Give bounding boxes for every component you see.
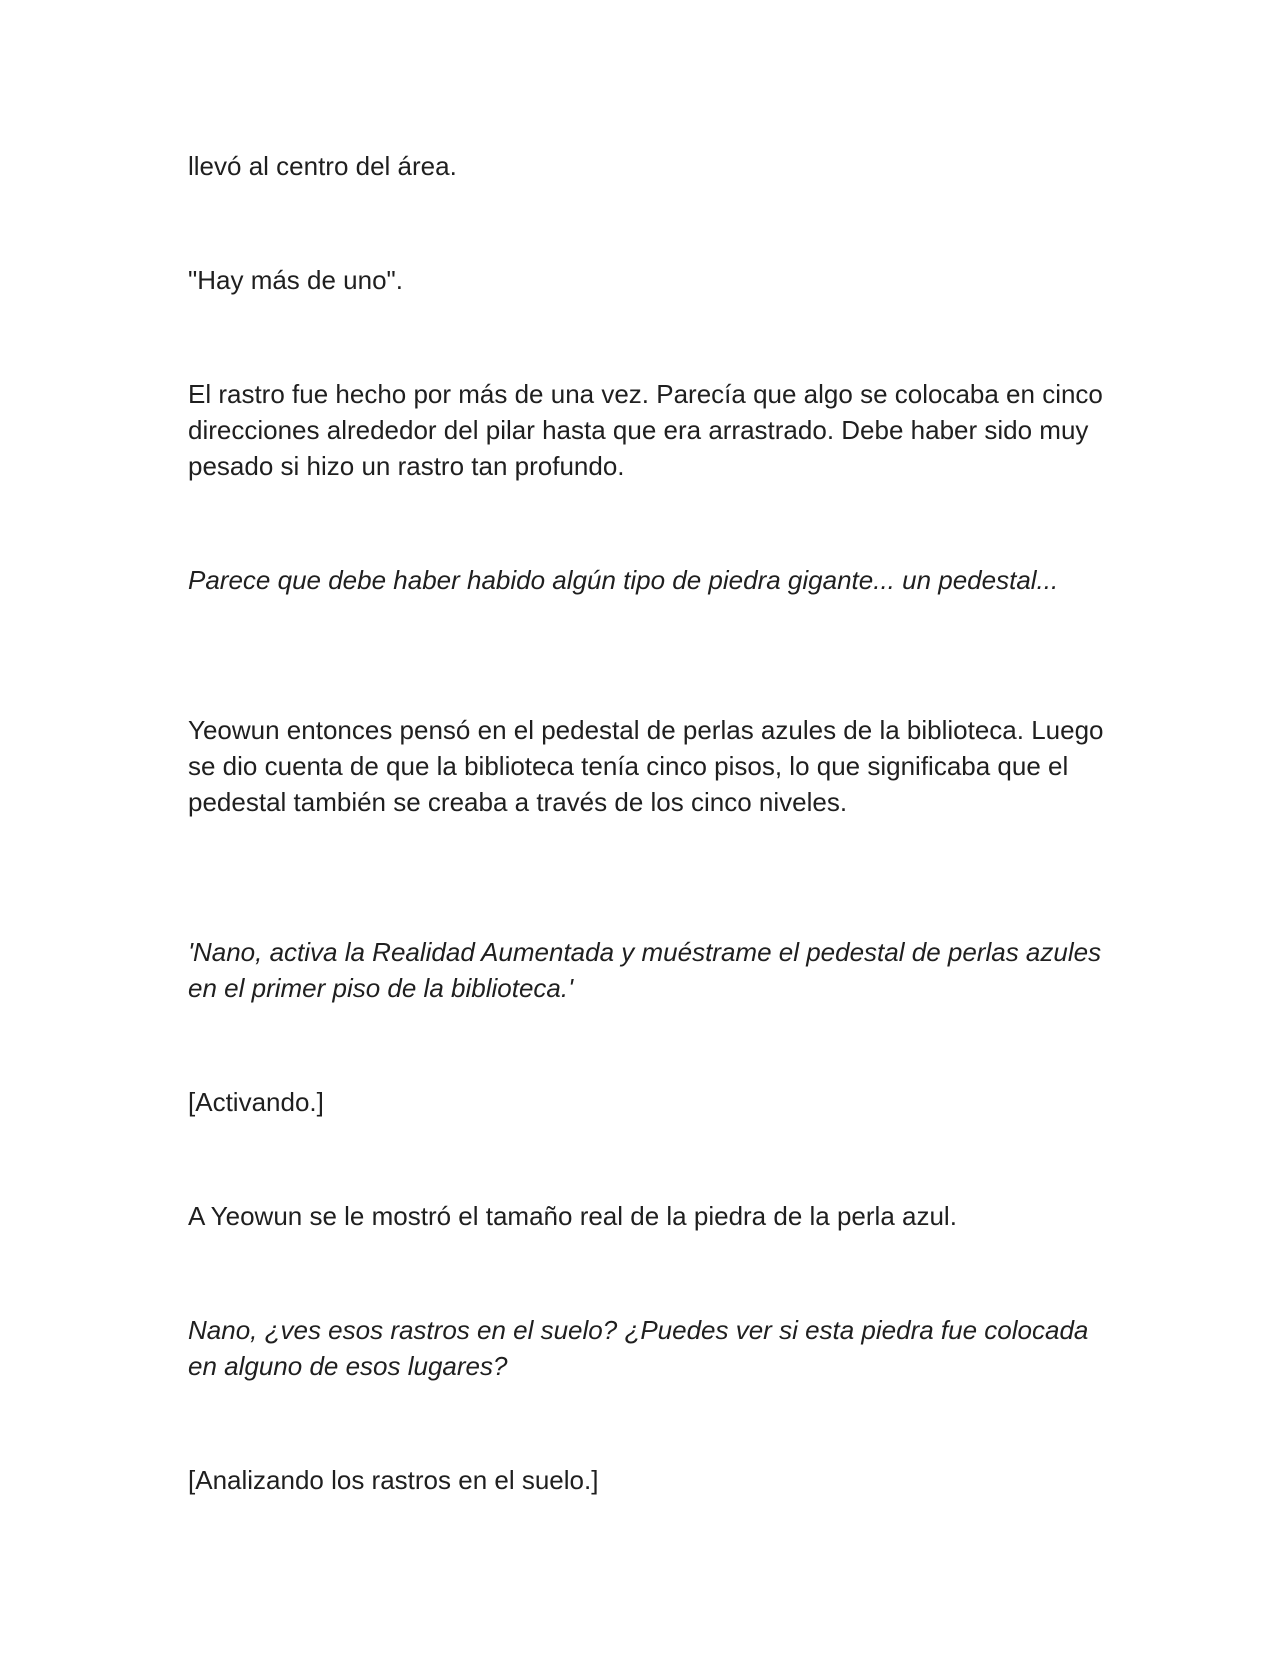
document-page <box>188 0 1108 1656</box>
paragraph-5: Yeowun entonces pensó en el pedestal de perlas azules de la biblioteca. Luego se dio cuenta de que la biblioteca tenía cinco pisos, lo que significaba que el pedestal también se creaba a través de los cinco niveles. <box>188 715 1104 817</box>
paragraph-10: [Analizando los rastros en el suelo.] <box>188 1465 599 1495</box>
paragraph-9: Nano, ¿ves esos rastros en el suelo? ¿Puedes ver si esta piedra fue colocada en alguno de esos lugares? <box>188 1315 1089 1381</box>
paragraph-2: "Hay más de uno". <box>188 265 404 295</box>
paragraph-6: 'Nano, activa la Realidad Aumentada y muéstrame el pedestal de perlas azules en el primer piso de la biblioteca.' <box>188 937 1102 1003</box>
paragraph-7: [Activando.] <box>188 1087 324 1117</box>
paragraph-8: A Yeowun se le mostró el tamaño real de la piedra de la perla azul. <box>188 1201 957 1231</box>
paragraph-4: Parece que debe haber habido algún tipo de piedra gigante... un pedestal... <box>188 565 1059 595</box>
paragraph-3: El rastro fue hecho por más de una vez. Parecía que algo se colocaba en cinco direcciones alrededor del pilar hasta que era arrastrado. Debe haber sido muy pesado si hizo un rastro tan profundo. <box>188 379 1103 481</box>
paragraph-1: llevó al centro del área. <box>188 151 457 181</box>
